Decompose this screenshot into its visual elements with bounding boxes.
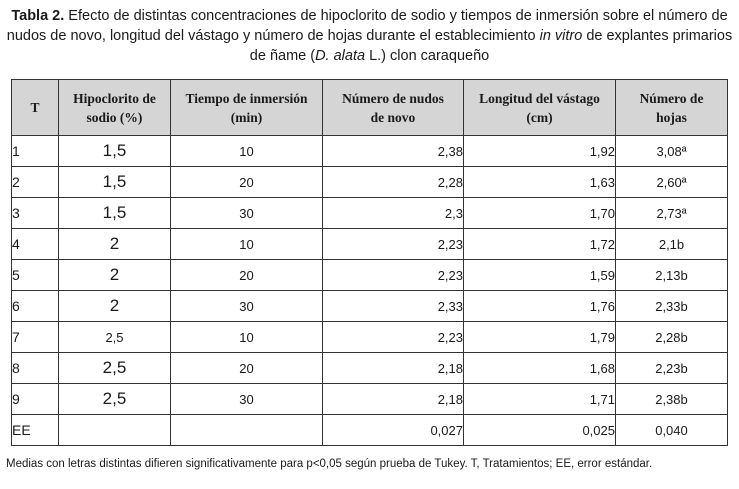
table-row [12,260,728,291]
cell-time: 20 [171,260,323,291]
table-row [12,198,728,229]
cell-treatment: 1 [12,136,59,167]
cell-leaves: 0,040 [616,415,728,446]
cell-time: 30 [171,291,323,322]
table-row [12,167,728,198]
caption-label: Tabla 2. [11,8,65,24]
cell-time [171,415,323,446]
cell-time: 20 [171,167,323,198]
cell-length: 1,79 [464,322,616,353]
cell-length: 1,59 [464,260,616,291]
table-row [12,136,728,167]
table-row [12,291,728,322]
cell-nodes: 2,23 [323,229,464,260]
header-leaves: Número de hojas [616,80,728,136]
results-table [11,79,728,446]
caption-italic-in-vitro: in vitro [539,28,583,44]
cell-treatment: 3 [12,198,59,229]
cell-leaves: 2,13b [616,260,728,291]
cell-time: 10 [171,322,323,353]
cell-treatment: 5 [12,260,59,291]
cell-leaves: 2,23b [616,353,728,384]
header-nodes: Número de nudos de novo [323,80,464,136]
cell-time: 10 [171,229,323,260]
cell-nodes: 2,18 [323,353,464,384]
cell-hypochlorite: 2,5 [59,322,171,353]
cell-leaves: 2,28b [616,322,728,353]
cell-hypochlorite: 2,5 [59,353,171,384]
cell-leaves: 2,60ª [616,167,728,198]
table-row [12,322,728,353]
cell-nodes: 2,28 [323,167,464,198]
cell-leaves: 2,38b [616,384,728,415]
cell-nodes: 2,23 [323,322,464,353]
cell-leaves: 2,33b [616,291,728,322]
caption-text: Efecto de distintas concentraciones de hipoclorito de sodio y tiempos de inmersión sobre el número de nudos de novo, longitud del vástago y número de hojas durante el establecimiento [6,8,728,44]
cell-hypochlorite: 2 [59,260,171,291]
cell-nodes: 2,3 [323,198,464,229]
cell-nodes: 2,18 [323,384,464,415]
cell-length: 1,76 [464,291,616,322]
cell-length: 1,68 [464,353,616,384]
cell-hypochlorite: 2,5 [59,384,171,415]
table-row [12,229,728,260]
cell-hypochlorite: 1,5 [59,136,171,167]
cell-time: 20 [171,353,323,384]
table-caption [6,6,733,66]
cell-nodes: 2,33 [323,291,464,322]
cell-treatment: 7 [12,322,59,353]
cell-hypochlorite: 1,5 [59,167,171,198]
cell-time: 30 [171,384,323,415]
cell-nodes: 2,38 [323,136,464,167]
cell-treatment: 2 [12,167,59,198]
cell-leaves: 2,1b [616,229,728,260]
cell-treatment: 8 [12,353,59,384]
cell-length: 1,70 [464,198,616,229]
header-immersion-time: Tiempo de inmersión (min) [171,80,323,136]
header-treatment: T [12,80,59,136]
cell-leaves: 2,73ª [616,198,728,229]
cell-hypochlorite: 2 [59,291,171,322]
cell-time: 30 [171,198,323,229]
cell-length: 1,92 [464,136,616,167]
table-header-row [12,80,728,136]
cell-hypochlorite: 1,5 [59,198,171,229]
caption-text: de explantes primarios de ñame ( [249,28,733,64]
cell-length: 0,025 [464,415,616,446]
table-row [12,353,728,384]
cell-length: 1,63 [464,167,616,198]
cell-treatment: EE [12,415,59,446]
cell-nodes: 2,23 [323,260,464,291]
table-row-standard-error [12,415,728,446]
cell-hypochlorite: 2 [59,229,171,260]
cell-treatment: 6 [12,291,59,322]
cell-treatment: 4 [12,229,59,260]
cell-length: 1,72 [464,229,616,260]
cell-treatment: 9 [12,384,59,415]
caption-text: L.) clon caraqueño [365,48,490,64]
table-footnote: Medias con letras distintas difieren significativamente para p<0,05 según prueba de Tukey. T, Tratamientos; EE, error estándar. [6,458,653,470]
table-row [12,384,728,415]
caption-italic-species: D. alata [315,48,366,64]
cell-length: 1,71 [464,384,616,415]
cell-hypochlorite [59,415,171,446]
cell-time: 10 [171,136,323,167]
cell-leaves: 3,08ª [616,136,728,167]
cell-nodes: 0,027 [323,415,464,446]
header-hypochlorite: Hipoclorito de sodio (%) [59,80,171,136]
header-shoot-length: Longitud del vástago (cm) [464,80,616,136]
